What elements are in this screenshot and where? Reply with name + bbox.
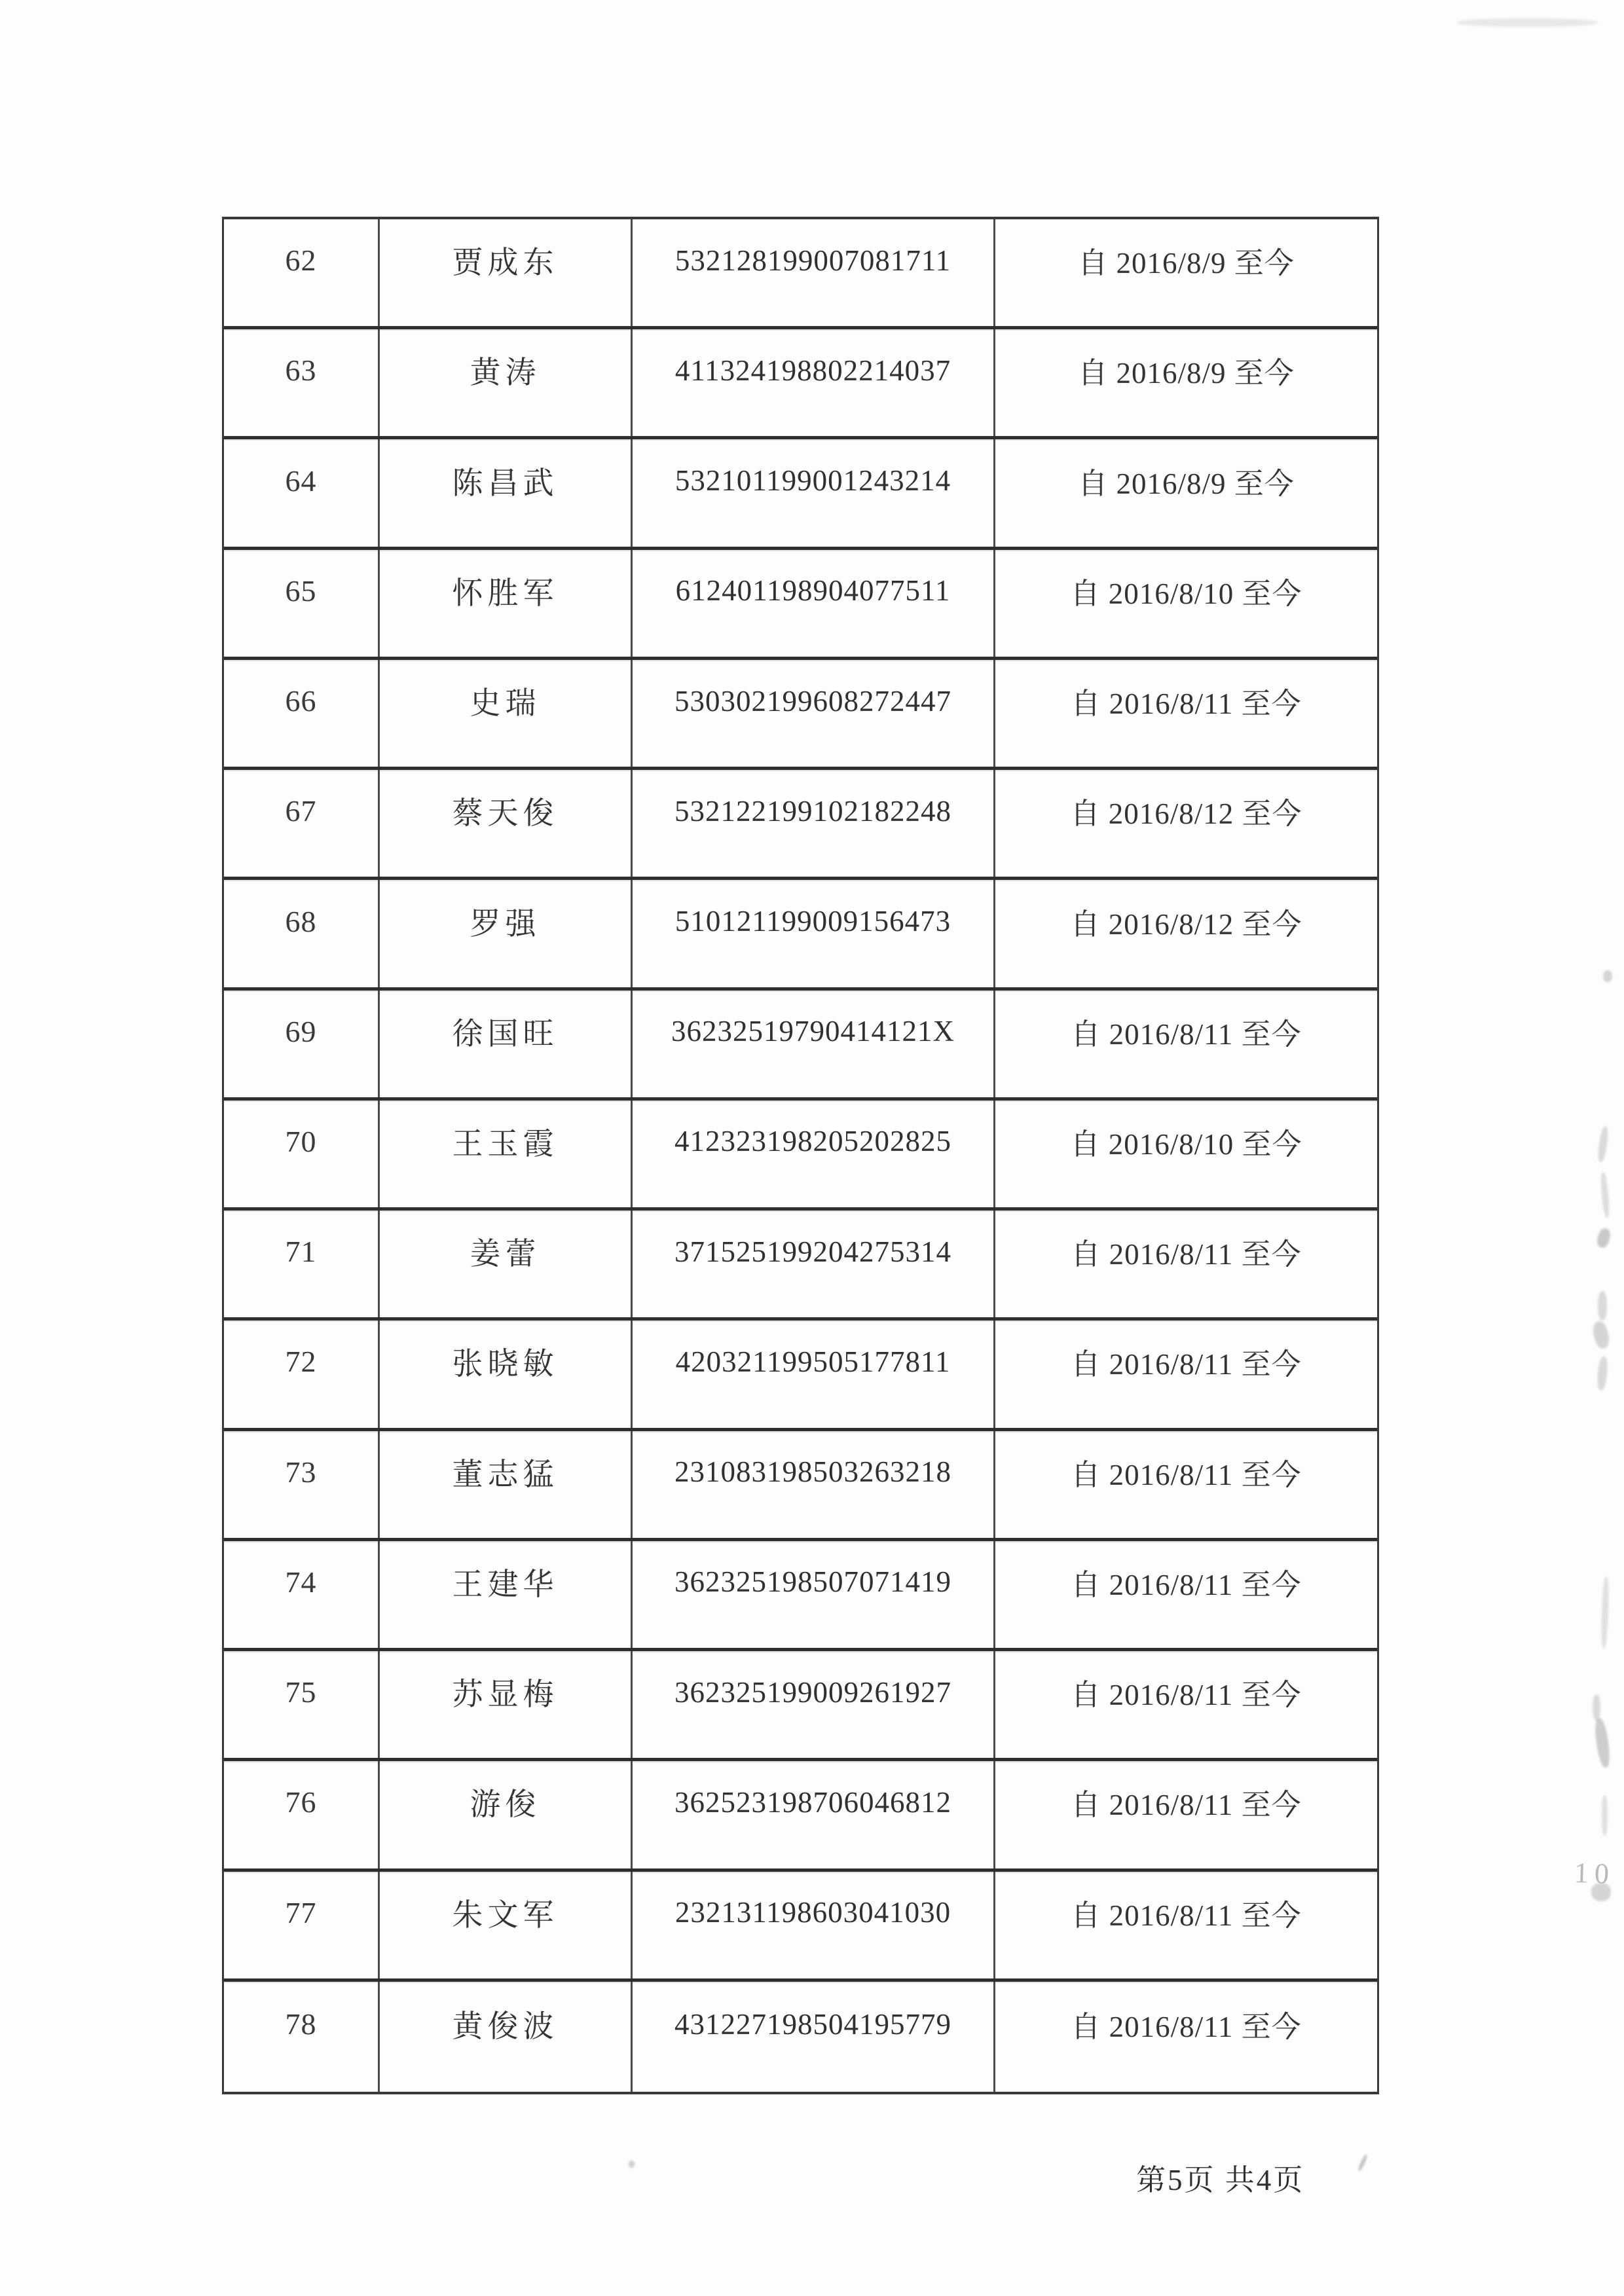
row-number-cell: 78 bbox=[224, 1982, 380, 2092]
scan-smudge bbox=[1598, 1291, 1607, 1321]
name-cell: 张晓敏 bbox=[380, 1321, 633, 1427]
id-number-cell: 232131198603041030 bbox=[633, 1872, 995, 1978]
row-number-cell: 74 bbox=[224, 1541, 380, 1648]
id-number-cell: 510121199009156473 bbox=[633, 880, 995, 987]
table-row bbox=[224, 1321, 1377, 1430]
table-row bbox=[224, 770, 1377, 880]
row-number-cell: 70 bbox=[224, 1101, 380, 1207]
id-number-cell: 36232519790414121X bbox=[633, 991, 995, 1097]
margin-artifact-number: 10 bbox=[1574, 1856, 1615, 1891]
personnel-roster-table bbox=[222, 217, 1379, 2094]
name-cell: 黄俊波 bbox=[380, 1982, 633, 2092]
name-cell: 游俊 bbox=[380, 1761, 633, 1868]
id-number-cell: 532101199001243214 bbox=[633, 439, 995, 546]
period-cell: 自 2016/8/11 至今 bbox=[1071, 1238, 1302, 1271]
page-number-footer: 第5页 共4页 bbox=[1136, 2164, 1305, 2196]
name-cell: 史瑞 bbox=[380, 660, 633, 767]
name-cell: 怀胜军 bbox=[380, 550, 633, 657]
row-number-cell: 68 bbox=[224, 880, 380, 987]
id-number-cell: 362523198706046812 bbox=[633, 1761, 995, 1868]
table-row bbox=[224, 660, 1377, 770]
row-number-cell: 77 bbox=[224, 1872, 380, 1978]
row-number-cell: 64 bbox=[224, 439, 380, 546]
table-row bbox=[224, 1651, 1377, 1761]
scan-smudge bbox=[1602, 1795, 1608, 1836]
name-cell: 贾成东 bbox=[380, 219, 633, 326]
name-cell: 徐国旺 bbox=[380, 991, 633, 1097]
row-number-cell: 63 bbox=[224, 329, 380, 436]
name-cell: 王玉霞 bbox=[380, 1101, 633, 1207]
table-row bbox=[224, 1101, 1377, 1211]
id-number-cell: 532128199007081711 bbox=[633, 219, 995, 326]
row-number-cell: 75 bbox=[224, 1651, 380, 1758]
period-cell: 自 2016/8/9 至今 bbox=[1078, 357, 1295, 390]
table-row bbox=[224, 1431, 1377, 1541]
period-cell: 自 2016/8/12 至今 bbox=[1070, 797, 1302, 831]
scan-smudge bbox=[1600, 1576, 1610, 1649]
scan-smudge bbox=[1600, 1172, 1610, 1218]
period-cell: 自 2016/8/11 至今 bbox=[1071, 1789, 1302, 1822]
id-number-cell: 411324198802214037 bbox=[633, 329, 995, 436]
scan-smudge bbox=[1457, 18, 1598, 27]
name-cell: 蔡天俊 bbox=[380, 770, 633, 877]
id-number-cell: 371525199204275314 bbox=[633, 1211, 995, 1317]
name-cell: 姜蕾 bbox=[380, 1211, 633, 1317]
row-number-cell: 71 bbox=[224, 1211, 380, 1317]
period-cell: 自 2016/8/11 至今 bbox=[1071, 1899, 1302, 1932]
name-cell: 王建华 bbox=[380, 1541, 633, 1648]
row-number-cell: 76 bbox=[224, 1761, 380, 1868]
id-number-cell: 362325198507071419 bbox=[633, 1541, 995, 1648]
period-cell: 自 2016/8/9 至今 bbox=[1078, 247, 1295, 280]
table-row bbox=[224, 329, 1377, 439]
table-row bbox=[224, 1982, 1377, 2092]
row-number-cell: 65 bbox=[224, 550, 380, 657]
id-number-cell: 420321199505177811 bbox=[633, 1321, 995, 1427]
id-number-cell: 431227198504195779 bbox=[633, 1982, 995, 2092]
period-cell: 自 2016/8/10 至今 bbox=[1070, 577, 1302, 610]
row-number-cell: 72 bbox=[224, 1321, 380, 1427]
period-cell: 自 2016/8/11 至今 bbox=[1071, 1679, 1302, 1712]
table-row bbox=[224, 1211, 1377, 1321]
row-number-cell: 66 bbox=[224, 660, 380, 767]
name-cell: 黄涛 bbox=[380, 329, 633, 436]
name-cell: 朱文军 bbox=[380, 1872, 633, 1978]
period-cell: 自 2016/8/12 至今 bbox=[1070, 907, 1302, 941]
scan-smudge bbox=[1596, 1356, 1608, 1391]
table-row bbox=[224, 1872, 1377, 1982]
period-cell: 自 2016/8/10 至今 bbox=[1070, 1127, 1302, 1161]
period-cell: 自 2016/8/11 至今 bbox=[1071, 687, 1302, 721]
row-number-cell: 73 bbox=[224, 1431, 380, 1538]
id-number-cell: 412323198205202825 bbox=[633, 1101, 995, 1207]
table-row bbox=[224, 880, 1377, 990]
period-cell: 自 2016/8/11 至今 bbox=[1071, 1348, 1302, 1381]
id-number-cell: 231083198503263218 bbox=[633, 1431, 995, 1538]
period-cell: 自 2016/8/11 至今 bbox=[1071, 1458, 1302, 1491]
id-number-cell: 612401198904077511 bbox=[633, 550, 995, 657]
name-cell: 苏显梅 bbox=[380, 1651, 633, 1758]
table-row bbox=[224, 991, 1377, 1101]
scan-smudge bbox=[1596, 1125, 1610, 1162]
scan-smudge bbox=[1593, 1694, 1600, 1721]
name-cell: 董志猛 bbox=[380, 1431, 633, 1538]
scan-smudge bbox=[629, 2160, 635, 2168]
scan-smudge bbox=[1595, 1227, 1612, 1249]
id-number-cell: 362325199009261927 bbox=[633, 1651, 995, 1758]
table-row bbox=[224, 439, 1377, 549]
table-row bbox=[224, 550, 1377, 660]
period-cell: 自 2016/8/9 至今 bbox=[1078, 467, 1295, 500]
period-cell: 自 2016/8/11 至今 bbox=[1071, 1568, 1302, 1601]
table-row bbox=[224, 1541, 1377, 1651]
scan-smudge bbox=[1603, 970, 1612, 982]
period-cell: 自 2016/8/11 至今 bbox=[1071, 2011, 1302, 2044]
period-cell: 自 2016/8/11 至今 bbox=[1071, 1017, 1302, 1051]
name-cell: 陈昌武 bbox=[380, 439, 633, 546]
row-number-cell: 62 bbox=[224, 219, 380, 326]
row-number-cell: 69 bbox=[224, 991, 380, 1097]
id-number-cell: 530302199608272447 bbox=[633, 660, 995, 767]
row-number-cell: 67 bbox=[224, 770, 380, 877]
scan-smudge bbox=[1593, 1717, 1612, 1768]
table-row bbox=[224, 1761, 1377, 1871]
id-number-cell: 532122199102182248 bbox=[633, 770, 995, 877]
name-cell: 罗强 bbox=[380, 880, 633, 987]
scan-smudge bbox=[1591, 1320, 1611, 1350]
table-row bbox=[224, 219, 1377, 329]
scan-smudge bbox=[1357, 2154, 1369, 2172]
